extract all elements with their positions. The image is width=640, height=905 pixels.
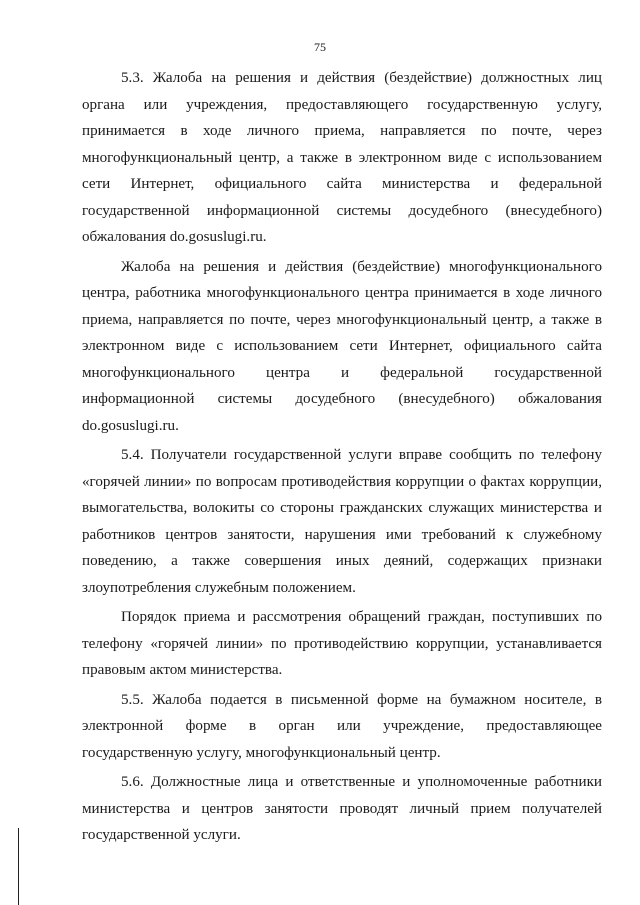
paragraph-hotline-procedure: Порядок приема и рассмотрения обращений граждан, поступивших по телефону «горячей линии» по противодействию коррупции, устанавливается правовым актом министерства. xyxy=(82,609,602,678)
paragraph-5-4: 5.4. Получатели государственной услуги вправе сообщить по телефону «горячей линии» по вопросам противодействия коррупции о фактах коррупции, вымогательства, волокиты со стороны гражданских служащих министерства и работников центров занятости, нарушения ими требований к служебному поведению, а также совершения иных деяний, содержащих признаки злоупотребления служебным положением. xyxy=(82,447,602,596)
paragraph-5-3: 5.3. Жалоба на решения и действия (бездействие) должностных лиц органа или учреждения, предоставляющего государственную услугу, принимается в ходе личного приема, направляется по почте, через многофункциональный центр, а также в электронном виде с использованием сети Интернет, официального сайта министерства и федеральной государственной информационной системы досудебного (внесудебного) обжалования do.gosuslugi.ru. xyxy=(82,70,602,245)
page-number: 75 xyxy=(314,40,326,54)
paragraph-mfc-complaint: Жалоба на решения и действия (бездействие) многофункционального центра, работника многофункционального центра принимается в ходе личного приема, направляется по почте, через многофункциональный центр, а также в электронном виде с использованием сети Интернет, официального сайта многофункционального центра и федеральной государственной информационной системы досудебного (внесудебного) обжалования do.gosuslugi.ru. xyxy=(82,258,602,434)
paragraph-5-6: 5.6. Должностные лица и ответственные и уполномоченные работники министерства и центров занятости проводят личный прием получателей государственной услуги. xyxy=(82,774,602,843)
document-body xyxy=(82,65,602,849)
paragraph-5-5: 5.5. Жалоба подается в письменной форме на бумажном носителе, в электронной форме в орган или учреждение, предоставляющее государственную услугу, многофункциональный центр. xyxy=(82,691,602,761)
scan-edge-line xyxy=(18,828,19,905)
